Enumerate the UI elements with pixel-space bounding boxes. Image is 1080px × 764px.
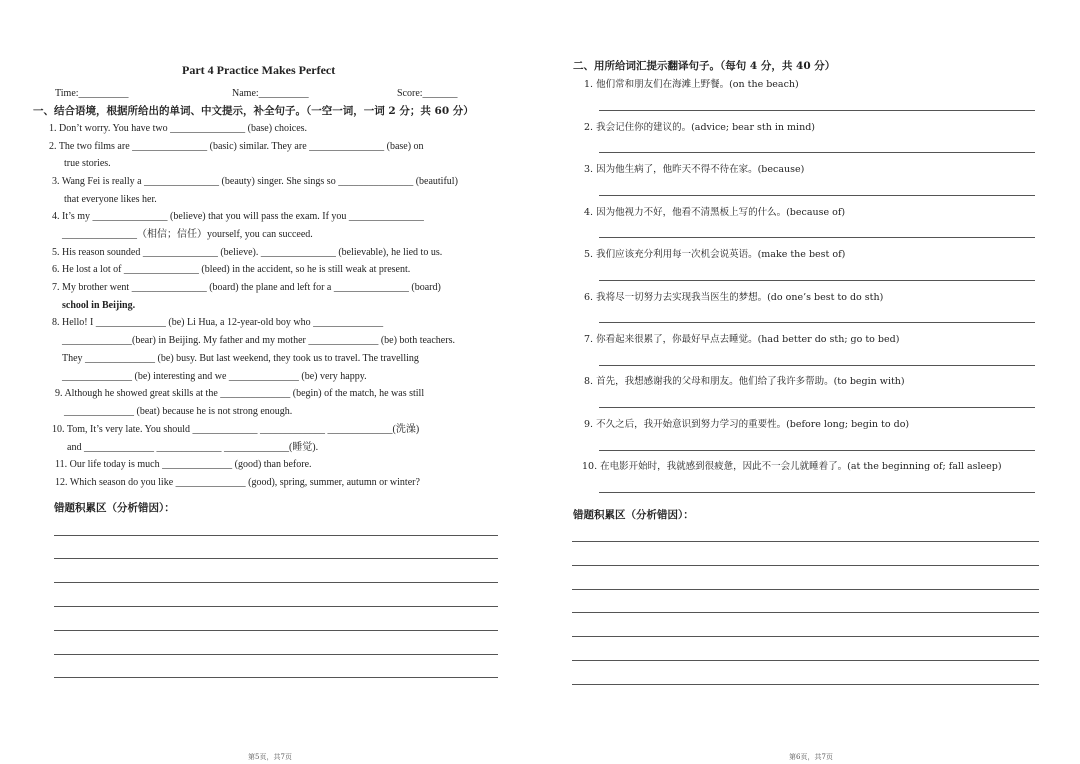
answer-line: [599, 365, 1035, 366]
answer-line: [599, 492, 1035, 493]
answer-line: [54, 654, 498, 655]
answer-line: [599, 110, 1035, 111]
score-field: Score:_______: [397, 88, 458, 99]
exercise-line: 11. Our life today is much ______________ (good) than before.: [55, 459, 312, 470]
exercise-line: 9. Although he showed great skills at the ______________ (begin) of the match, he was still: [55, 388, 425, 399]
section2-heading: 二、用所给词汇提示翻译句子。（每句 4 分，共 40 分）: [573, 60, 836, 72]
answer-line: [572, 636, 1039, 637]
exercise-line: They ______________ (be) busy. But last weekend, they took us to travel. The travelling: [62, 353, 419, 364]
answer-line: [54, 535, 498, 536]
errors-heading-right: 错题积累区（分析错因）：: [573, 509, 694, 521]
answer-line: [572, 589, 1039, 590]
exercise-line: _______________（相信；信任）yourself, you can succeed.: [62, 229, 313, 240]
exercise-line: ______________ (beat) because he is not strong enough.: [64, 406, 293, 417]
translation-item: 7. 你看起来很累了，你最好早点去睡觉。(had better do sth; go to bed): [584, 334, 900, 345]
exercise-line: ______________ (be) interesting and we ______________ (be) very happy.: [62, 371, 367, 382]
exercise-line: 5. His reason sounded _______________ (believe). _______________ (believable), he lied to us.: [52, 247, 443, 258]
answer-line: [599, 450, 1035, 451]
exercise-line: 2. The two films are _______________ (basic) similar. They are _______________ (base) on: [49, 141, 424, 152]
translation-item: 5. 我们应该充分利用每一次机会说英语。(make the best of): [584, 249, 846, 260]
exercise-line: 3. Wang Fei is really a _______________ (beauty) singer. She sings so _______________ (beautiful): [52, 176, 458, 187]
page-number-right: 第6页，共7页: [789, 753, 833, 761]
translation-item: 3. 因为他生病了，他昨天不得不待在家。(because): [584, 164, 805, 175]
exercise-line: ______________(bear) in Beijing. My father and my mother ______________ (be) both teachers.: [62, 335, 455, 346]
exercise-line: 1. Don’t worry. You have two _______________ (base) choices.: [49, 123, 308, 134]
exercise-line: 10. Tom, It’s very late. You should _____________ _____________ _____________(洗澡): [52, 424, 420, 435]
answer-line: [599, 322, 1035, 323]
exercise-line: 6. He lost a lot of _______________ (bleed) in the accident, so he is still weak at present.: [52, 264, 411, 275]
translation-item: 1. 他们常和朋友们在海滩上野餐。(on the beach): [584, 79, 799, 90]
name-field: Name:__________: [232, 88, 309, 99]
errors-heading-left: 错题积累区（分析错因）：: [54, 502, 175, 514]
translation-item: 8. 首先，我想感谢我的父母和朋友。他们给了我许多帮助。(to begin with): [584, 376, 905, 387]
answer-line: [572, 660, 1039, 661]
exercise-line: 8. Hello! I ______________ (be) Li Hua, a 12-year-old boy who ______________: [52, 317, 384, 328]
answer-line: [54, 606, 498, 607]
answer-line: [572, 612, 1039, 613]
exercise-line: school in Beijing.: [62, 300, 136, 311]
answer-line: [599, 195, 1035, 196]
answer-line: [572, 684, 1039, 685]
answer-line: [572, 541, 1039, 542]
answer-line: [599, 152, 1035, 153]
answer-line: [54, 558, 498, 559]
translation-item: 10. 在电影开始时，我就感到很疲惫，因此不一会儿就睡着了。(at the beginning of; fall asleep): [582, 461, 1002, 472]
translation-item: 6. 我将尽一切努力去实现我当医生的梦想。(do one’s best to do sth): [584, 292, 884, 303]
exercise-line: true stories.: [64, 158, 111, 169]
translation-item: 9. 不久之后，我开始意识到努力学习的重要性。(before long; begin to do): [584, 419, 910, 430]
answer-line: [599, 407, 1035, 408]
exercise-line: 7. My brother went _______________ (board) the plane and left for a _______________ (board): [52, 282, 441, 293]
exercise-line: that everyone likes her.: [64, 194, 157, 205]
page-number-left: 第5页，共7页: [248, 753, 292, 761]
section1-heading: 一、结合语境，根据所给出的单词、中文提示，补全句子。（一空一词，一词 2 分；共 60 分）: [33, 105, 474, 117]
answer-line: [54, 677, 498, 678]
time-field: Time:__________: [55, 88, 129, 99]
answer-line: [599, 280, 1035, 281]
page-title: Part 4 Practice Makes Perfect: [182, 63, 336, 77]
answer-line: [599, 237, 1035, 238]
exercise-line: and ______________ _____________ _____________(睡觉).: [67, 442, 319, 453]
answer-line: [54, 630, 498, 631]
answer-line: [572, 565, 1039, 566]
exercise-line: 4. It’s my _______________ (believe) that you will pass the exam. If you _______________: [52, 211, 424, 222]
exercise-line: 12. Which season do you like ______________ (good), spring, summer, autumn or winter?: [55, 477, 420, 488]
answer-line: [54, 582, 498, 583]
translation-item: 4. 因为他视力不好，他看不清黑板上写的什么。(because of): [584, 207, 846, 218]
translation-item: 2. 我会记住你的建议的。(advice; bear sth in mind): [584, 122, 815, 133]
